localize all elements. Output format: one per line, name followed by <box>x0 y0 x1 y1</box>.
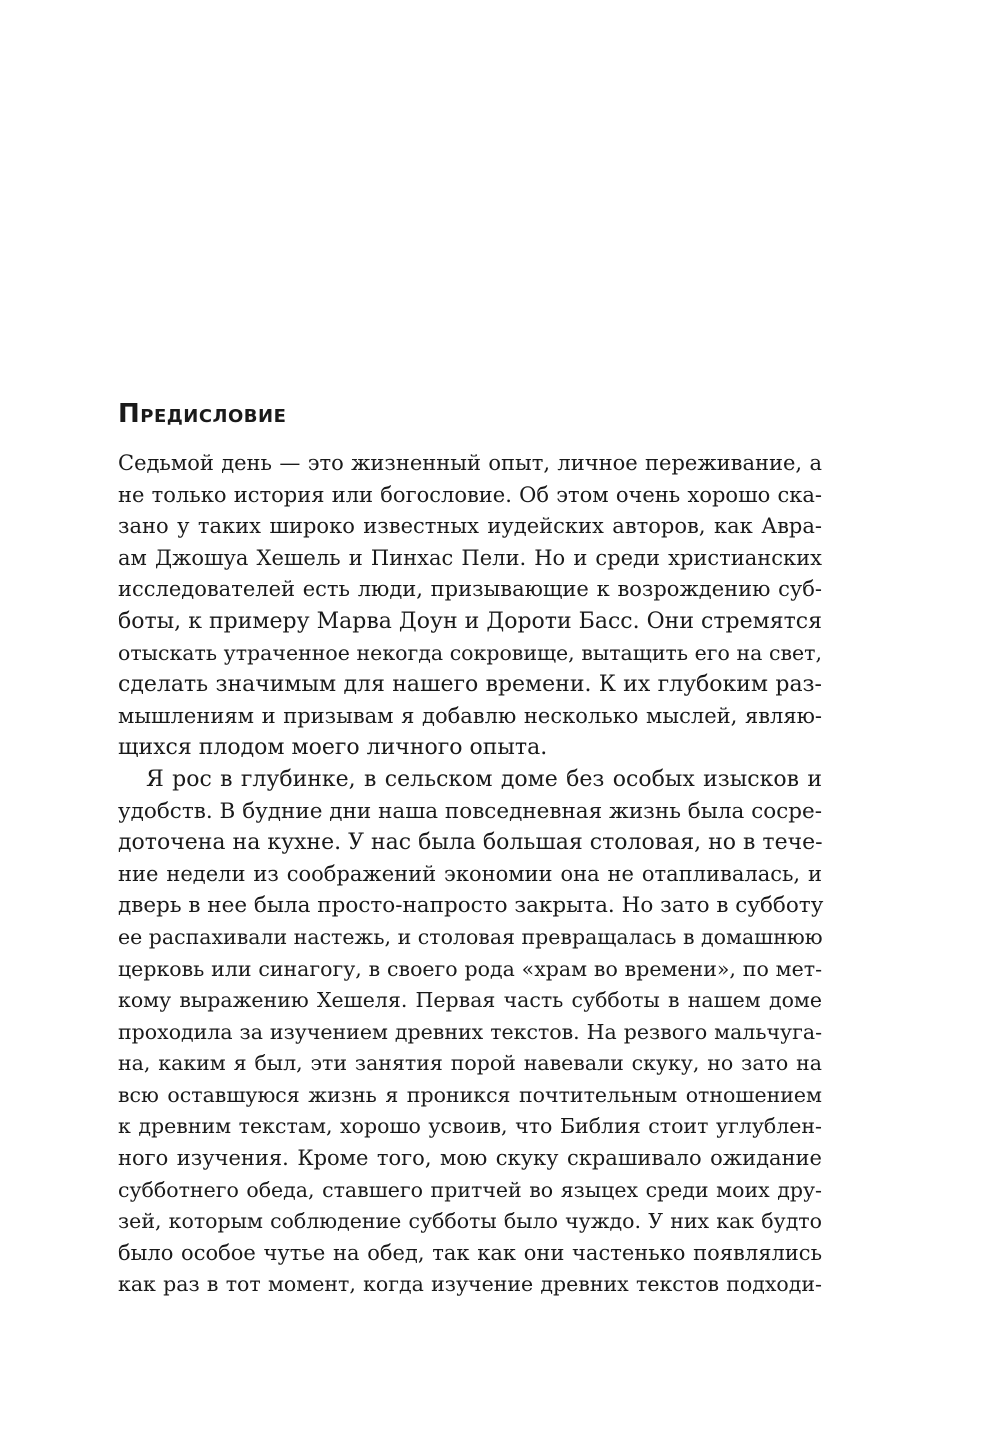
text-line: дверь в нее была просто-напросто закрыта. Но зато в субботу <box>118 893 824 919</box>
text-line: зано у таких широко известных иудейских авторов, как Авра- <box>118 514 822 539</box>
text-line: к древним текстам, хорошо усвоив, что Библия стоит углублен- <box>118 1114 822 1139</box>
text-line: сделать значимым для нашего времени. К их глубоким раз- <box>118 672 822 698</box>
text-line: зей, которым соблюдение субботы было чуждо. У них как будто <box>118 1209 822 1234</box>
paragraph-1 <box>118 448 822 764</box>
body-text <box>118 448 822 1301</box>
text-line: боты, к примеру Марва Доун и Дороти Басс. Они стремятся <box>118 608 822 634</box>
text-line: ам Джошуа Хешель и Пинхас Пели. Но и среди христианских <box>118 545 822 570</box>
text-line: щихся плодом моего личного опыта. <box>118 735 548 761</box>
text-line: как раз в тот момент, когда изучение древних текстов подходи- <box>118 1272 822 1297</box>
text-line: Седьмой день — это жизненный опыт, личное переживание, а <box>118 451 822 475</box>
chapter-heading: Предисловие <box>118 399 287 429</box>
text-line: не только история или богословие. Об этом очень хорошо ска- <box>118 482 822 507</box>
text-line: ного изучения. Кроме того, мою скуку скрашивало ожидание <box>118 1146 822 1171</box>
text-line: доточена на кухне. У нас была большая столовая, но в тече- <box>118 830 823 856</box>
text-line: субботнего обеда, ставшего притчей во языцех среди моих дру- <box>118 1177 822 1202</box>
text-line: церковь или синагогу, в своего рода «храм во времени», по мет- <box>118 956 822 981</box>
text-line: мышлениям и призывам я добавлю несколько мыслей, являю- <box>118 703 822 728</box>
text-line: всю оставшуюся жизнь я проникся почтительным отношением <box>118 1082 822 1107</box>
text-line: Я рос в глубинке, в сельском доме без особых изысков и <box>146 766 822 792</box>
text-line: отыскать утраченное некогда сокровище, вытащить его на свет, <box>118 640 822 665</box>
text-line: проходила за изучением древних текстов. На резвого мальчуга- <box>118 1019 822 1044</box>
text-line: было особое чутье на обед, так как они частенько появлялись <box>118 1240 822 1265</box>
text-line: ее распахивали настежь, и столовая превращалась в домашнюю <box>118 924 823 949</box>
text-line: удобств. В будние дни наша повседневная жизнь была сосре- <box>118 798 822 824</box>
text-line: исследователей есть люди, призывающие к возрождению суб- <box>118 577 822 602</box>
text-line: ние недели из соображений экономии она не отапливалась, и <box>118 861 822 886</box>
paragraph-2 <box>118 764 822 1301</box>
text-line: кому выражению Хешеля. Первая часть субботы в нашем доме <box>118 988 822 1013</box>
text-line: на, каким я был, эти занятия порой навевали скуку, но зато на <box>118 1051 822 1076</box>
